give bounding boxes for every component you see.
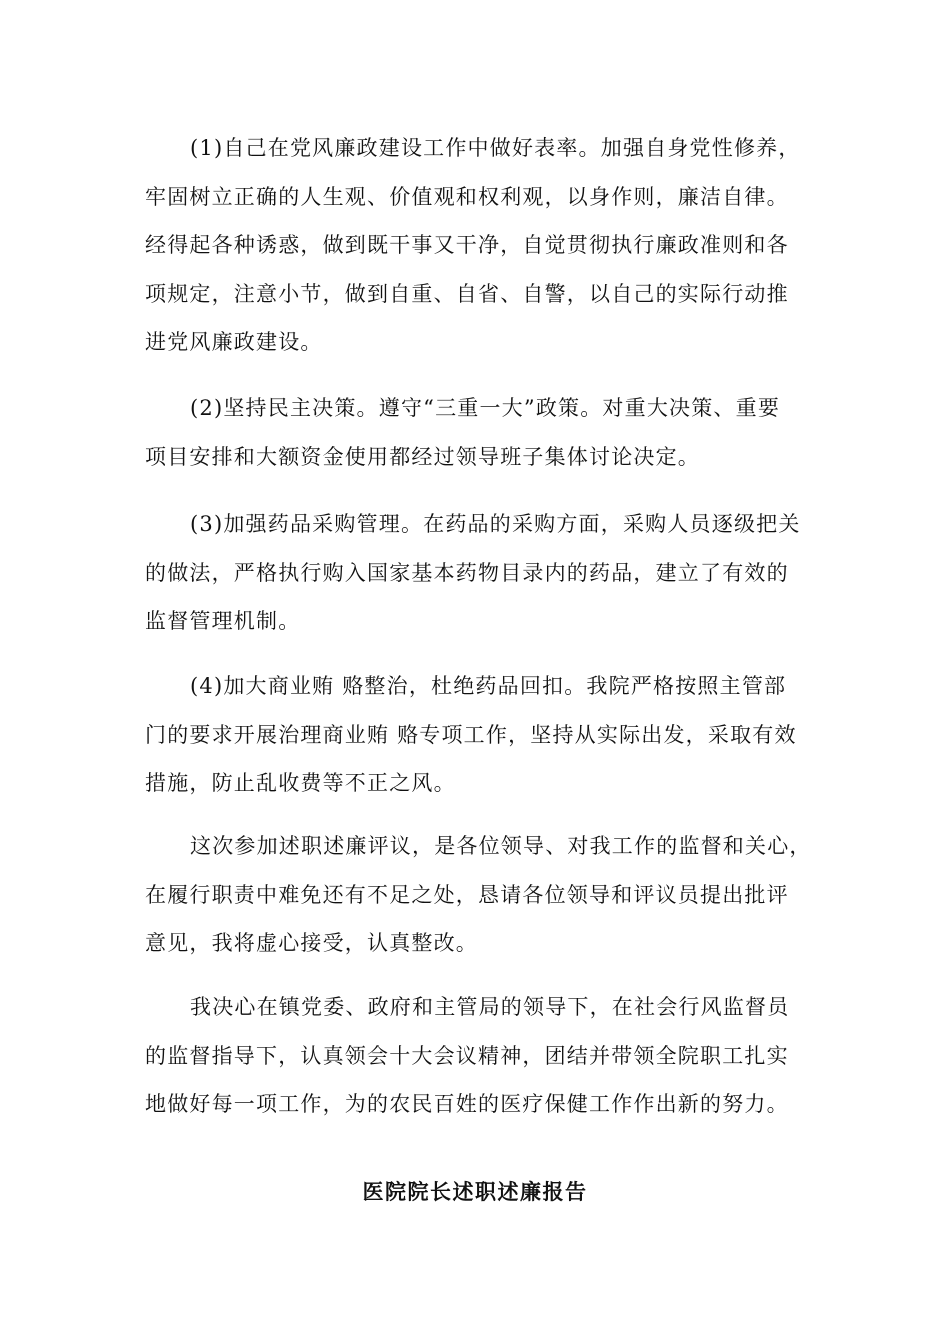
paragraph-line: (3)加强药品采购管理。在药品的采购方面，采购人员逐级把关 bbox=[190, 512, 801, 536]
paragraph-1 bbox=[145, 124, 810, 367]
paragraph-line: 项目安排和大额资金使用都经过领导班子集体讨论决定。 bbox=[145, 444, 700, 469]
paragraph-line: 地做好每一项工作，为的农民百姓的医疗保健工作作出新的努力。 bbox=[145, 1092, 789, 1116]
paragraph-6 bbox=[145, 983, 810, 1129]
paragraph-line: 监督管理机制。 bbox=[145, 609, 301, 633]
paragraph-line: 的做法，严格执行购入国家基本药物目录内的药品，建立了有效的 bbox=[145, 560, 789, 585]
paragraph-line: 经得起各种诱惑，做到既干事又干净，自觉贯彻执行廉政准则和各 bbox=[145, 233, 789, 257]
paragraph-line: 门的要求开展治理商业贿 赂专项工作，坚持从实际出发，采取有效 bbox=[145, 722, 797, 747]
paragraph-line: 牢固树立正确的人生观、价值观和权利观，以身作则，廉洁自律。 bbox=[145, 184, 789, 209]
paragraph-line: 的监督指导下，认真领会十大会议精神，团结并带领全院职工扎实 bbox=[145, 1043, 789, 1068]
paragraph-line: (1)自己在党风廉政建设工作中做好表率。加强自身党性修养， bbox=[190, 136, 801, 160]
paragraph-line: 意见，我将虚心接受，认真整改。 bbox=[145, 931, 478, 955]
paragraph-line: 这次参加述职述廉评议，是各位领导、对我工作的监督和关心， bbox=[190, 834, 812, 858]
paragraph-line: 在履行职责中难免还有不足之处，恳请各位领导和评议员提出批评 bbox=[145, 882, 789, 907]
paragraph-line: 进党风廉政建设。 bbox=[145, 330, 323, 354]
paragraph-2 bbox=[145, 384, 810, 481]
report-heading: 医院院长述职述廉报告 bbox=[362, 1179, 588, 1204]
paragraph-line: 措施，防止乱收费等不正之风。 bbox=[145, 771, 456, 795]
paragraph-4 bbox=[145, 662, 810, 808]
paragraph-3 bbox=[145, 500, 810, 646]
paragraph-line: 我决心在镇党委、政府和主管局的领导下，在社会行风监督员 bbox=[190, 995, 790, 1019]
paragraph-line: (4)加大商业贿 赂整治，杜绝药品回扣。我院严格按照主管部 bbox=[190, 674, 787, 698]
paragraph-line: 项规定，注意小节，做到自重、自省、自警，以自己的实际行动推 bbox=[145, 281, 789, 306]
paragraph-5 bbox=[145, 822, 810, 968]
paragraph-line: (2)坚持民主决策。遵守“三重一大”政策。对重大决策、重要 bbox=[190, 396, 781, 420]
